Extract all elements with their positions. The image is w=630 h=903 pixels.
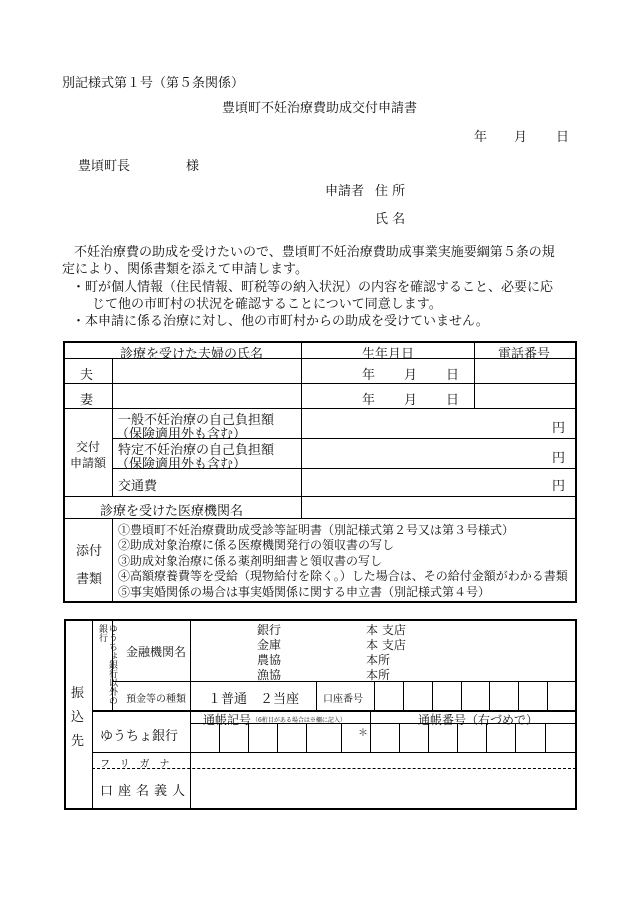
yucho-bank-label: ゆうちょ銀行 <box>100 729 179 744</box>
attachment-item: ④高額療養費等を受給（現物給付を除く。）した場合は、その給付金額がわかる書類 <box>118 569 568 583</box>
account-number-label: 口座番号 <box>323 694 363 705</box>
transfer-destination-label: 振込先 <box>71 686 85 749</box>
column-couple-name: 診療を受けた夫婦の氏名 <box>120 347 264 362</box>
inst-type-shinkin: 金庫 <box>257 638 282 652</box>
husband-label: 夫 <box>80 368 94 383</box>
honorific: 様 <box>186 159 200 174</box>
branch-type: 本所 <box>366 653 391 667</box>
wife-dob-year: 年 <box>362 393 376 408</box>
branch-type: 本 支店 <box>366 623 406 637</box>
deposit-type-label: 預金等の種類 <box>126 694 186 705</box>
consent-bullet-2: ・本申請に係る治療に対し、他の市町村からの助成を受けていません。 <box>72 314 489 329</box>
addressee: 豊頃町長 <box>78 159 131 174</box>
applicant-label: 申請者 <box>325 184 365 199</box>
asterisk-mark: ＊ <box>358 728 368 739</box>
account-holder-label: 口座名義人 <box>100 784 191 799</box>
specific-treatment-note: （保険適用外も含む） <box>116 457 247 472</box>
general-treatment-yen: 円 <box>552 421 566 436</box>
specific-treatment-label: 特定不妊治療の自己負担額 <box>118 443 275 458</box>
furigana-label: フリガナ <box>100 759 180 770</box>
column-phone: 電話番号 <box>498 347 551 362</box>
institution-name-label: 金融機関名 <box>126 645 187 659</box>
body-paragraph-1: 不妊治療費の助成を受けたいので、豊頃町不妊治療費助成事業実施要綱第５条の規 <box>74 245 555 260</box>
wife-dob-month: 月 <box>404 393 418 408</box>
deposit-type-options: １普通 ２当座 <box>208 692 300 707</box>
husband-dob-year: 年 <box>362 368 376 383</box>
page-title: 豊頃町不妊治療費助成交付申請書 <box>222 101 418 116</box>
passbook-code-label: 通帳記号 <box>203 713 252 727</box>
date-year-label: 年 <box>474 130 488 145</box>
attachment-item: ①豊頃町不妊治療費助成受診等証明書（別記様式第２号又は第３号様式） <box>118 523 515 537</box>
husband-dob-day: 日 <box>446 368 460 383</box>
general-treatment-label: 一般不妊治療の自己負担額 <box>118 413 275 428</box>
inst-type-gyokyo: 漁協 <box>257 668 282 682</box>
branch-type: 本 支店 <box>366 638 406 652</box>
date-day-label: 日 <box>556 130 570 145</box>
non-yucho-label: ゆうちょ銀行以外の銀行 <box>97 624 117 705</box>
branch-type: 本所 <box>366 668 391 682</box>
specific-treatment-yen: 円 <box>552 451 566 466</box>
wife-label: 妻 <box>80 393 94 408</box>
passbook-number-label: 通帳番号（右づめで） <box>418 713 539 727</box>
hospital-label: 診療を受けた医療機関名 <box>100 504 244 519</box>
grant-label-1: 交付 <box>76 440 101 454</box>
consent-bullet-1a: ・町が個人情報（住民情報、町税等の納入状況）の内容を確認すること、必要に応 <box>72 280 554 295</box>
wife-dob-day: 日 <box>446 393 460 408</box>
transport-yen: 円 <box>552 479 566 494</box>
date-month-label: 月 <box>514 130 528 145</box>
consent-bullet-1b: じて他の市町村の状況を確認することについて同意します。 <box>92 297 442 312</box>
attachment-item: ⑤事実婚関係の場合は事実婚関係に関する申立書（別記様式第４号） <box>118 585 491 599</box>
attachments-label-1: 添付 <box>76 544 103 559</box>
name-label: 氏 名 <box>375 212 406 227</box>
inst-type-bank: 銀行 <box>257 623 282 637</box>
attachment-item: ②助成対象治療に係る医療機関発行の領収書の写し <box>118 538 395 552</box>
grant-label-2: 申請額 <box>70 456 107 470</box>
form-reference: 別記様式第１号（第５条関係） <box>62 76 245 91</box>
husband-dob-month: 月 <box>404 368 418 383</box>
attachment-item: ③助成対象治療に係る薬剤明細書と領収書の写し <box>118 554 383 568</box>
transport-label: 交通費 <box>118 479 158 494</box>
attachments-label-2: 書類 <box>76 572 103 587</box>
inst-type-nokyo: 農協 <box>257 653 282 667</box>
general-treatment-note: （保険適用外も含む） <box>116 427 247 442</box>
body-paragraph-2: 定により、関係書類を添えて申請します。 <box>62 262 308 277</box>
column-date-of-birth: 生年月日 <box>362 347 415 362</box>
address-label: 住 所 <box>375 184 406 199</box>
passbook-code-note: （6桁目がある場合は※欄に記入） <box>252 717 346 724</box>
